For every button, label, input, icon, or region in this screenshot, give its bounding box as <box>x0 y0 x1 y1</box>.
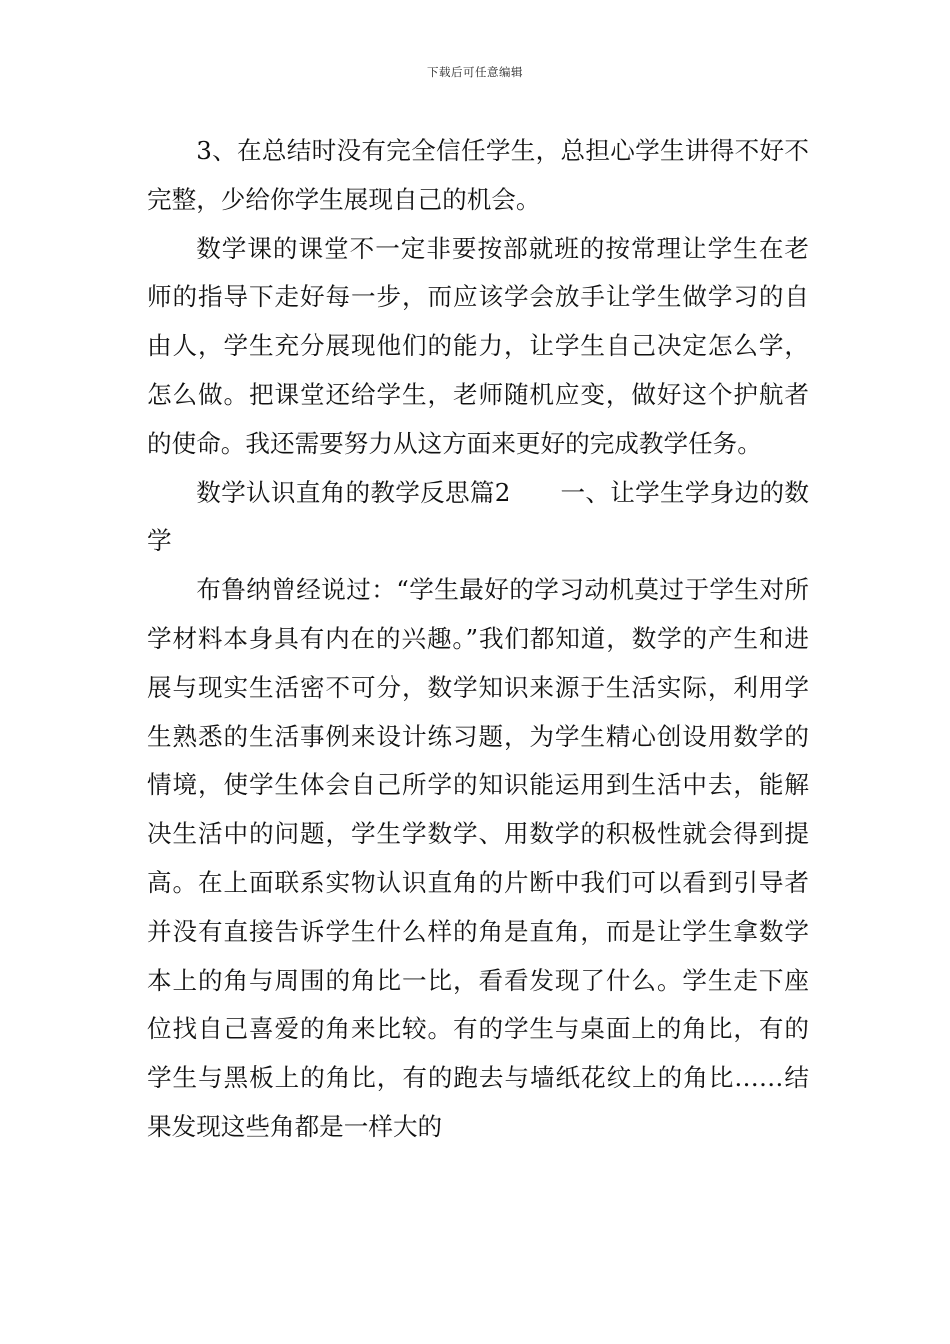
paragraph-reflection-point-3: 3、在总结时没有完全信任学生，总担心学生讲得不好不完整，少给你学生展现自己的机会。 <box>147 136 809 214</box>
header-note: 下载后可任意编辑 <box>427 65 523 79</box>
paragraph-section-heading: 数学认识直角的教学反思篇2 一、让学生学身边的数学 <box>147 477 809 556</box>
paragraph-classroom-freedom: 数学课的课堂不一定非要按部就班的按常理让学生在老师的指导下走好每一步，而应该学会放手让学生做学习的自由人，学生充分展现他们的能力，让学生自己决定怎么学，怎么做。把课堂还给学生，老师随机应变，做好这个护航者的使命。我还需要努力从这方面来更好的完成教学任务。 <box>147 233 809 458</box>
document-body <box>147 127 809 1152</box>
paragraph-bruner-quote: 布鲁纳曾经说过：“学生最好的学习动机莫过于学生对所学材料本身具有内在的兴趣。”我们都知道，数学的产生和进展与现实生活密不可分，数学知识来源于生活实际，利用学生熟悉的生活事例来设计练习题，为学生精心创设用数学的情境，使学生体会自己所学的知识能运用到生活中去，能解决生活中的问题，学生学数学、用数学的积极性就会得到提高。在上面联系实物认识直角的片断中我们可以看到引导者并没有直接告诉学生什么样的角是直角，而是让学生拿数学本上的角与周围的角比一比，看看发现了什么。学生走下座位找自己喜爱的角来比较。有的学生与桌面上的角比，有的学生与黑板上的角比，有的跑去与墙纸花纹上的角比……结果发现这些角都是一样大的 <box>147 575 809 1141</box>
